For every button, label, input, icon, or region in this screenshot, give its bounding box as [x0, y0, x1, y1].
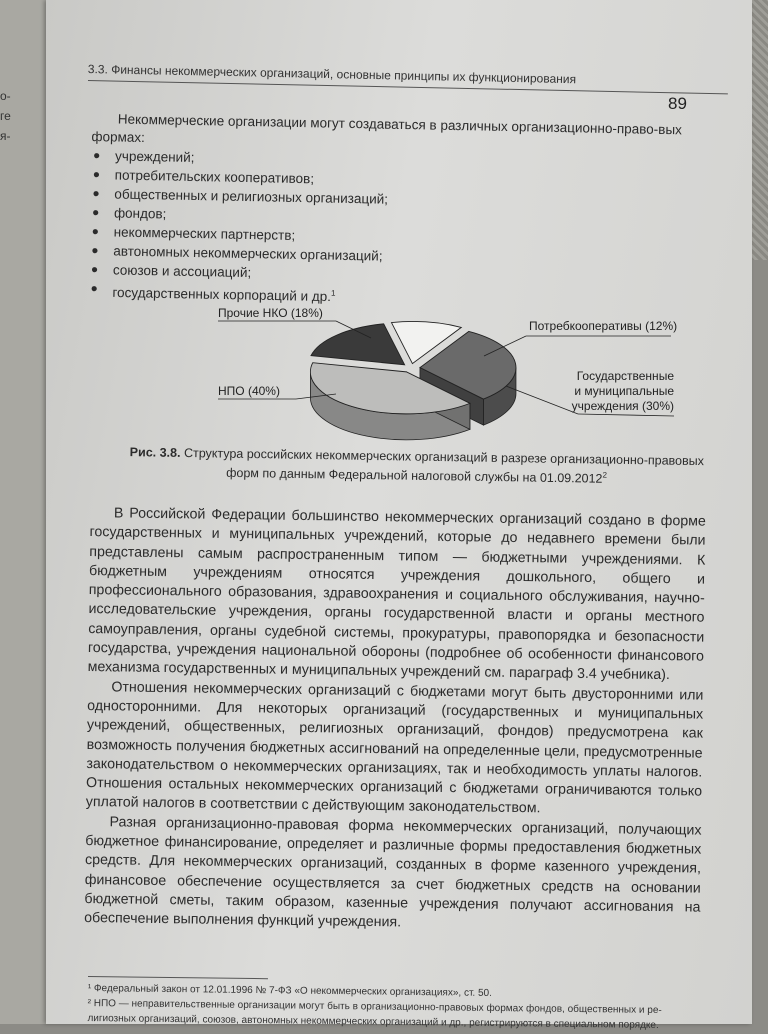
- running-title: 3.3. Финансы некоммерческих организаций, основные принципы их функционирования: [87, 62, 577, 87]
- page-number: 89: [668, 94, 687, 113]
- bullet-icon: ●: [92, 167, 101, 182]
- previous-page-fragment: о-: [0, 89, 11, 103]
- paragraph: Разная организационно-правовая форма некоммерческих организаций, получающих бюджетное финансирование, определяет и различные формы предоставления бюджетных средств. Для некоммерческих организаций, созданных в форме казенного учреждения, финансовое обеспечение осуществляется за счет бюджетных средств на основании бюджетной сметы, таким образом, казенные учреждения получают ассигнования на обеспечение выполнения функций учреждения.: [84, 814, 702, 931]
- list-item-text: некоммерческих партнерств;: [113, 224, 296, 243]
- bullet-icon: ●: [90, 281, 98, 296]
- label-state-line2: и муниципальные: [574, 384, 674, 398]
- label-coop: Потребкооперативы (12%): [529, 319, 678, 333]
- list-item-text: автономных некоммерческих организаций;: [113, 243, 383, 264]
- footnote-marker: 2: [602, 470, 608, 480]
- pie-chart: [166, 296, 678, 446]
- list-item-text: государственных корпораций и др.: [112, 284, 332, 305]
- bullet-icon: ●: [90, 262, 99, 277]
- footnote-rule: [88, 976, 268, 979]
- footnote: ² НПО — неправительственные организации могут быть в организационно-правовых формах фондов, общественных и ре-: [87, 997, 662, 1017]
- previous-page-text: [0, 86, 20, 146]
- list-item-text: союзов и ассоциаций;: [112, 262, 252, 281]
- paragraph: В Российской Федерации большинство некоммерческих организаций создано в форме государственных и муниципальных учреждений, которые до недавнего времени были представлены самым распространенным типом — бюджетными учреждениями. К бюджетным учреждениям относятся учреждения дошкольного, общего и профессионального образования, здравоохранения и социального обслуживания, научно-исследовательские учреждения, органы государственной власти и органы местного самоуправления, органы судебной системы, прокуратуры, правопорядка и безопасности государства, учреждения национальной обороны (подробнее об особенности финансового механизма государственных и муниципальных учреждений см. параграф 3.4 учебника).: [87, 505, 706, 684]
- bullet-icon: ●: [93, 148, 101, 163]
- pie-slice: [311, 324, 405, 365]
- intro-section: [88, 110, 702, 313]
- footnote: ¹ Федеральный закон от 12.01.1996 № 7-ФЗ «О некоммерческих организациях», ст. 50.: [87, 982, 492, 999]
- bullet-icon: ●: [92, 186, 100, 201]
- paragraph: Отношения некоммерческих организаций с бюджетами могут быть двусторонними или односторонними. Для некоторых организаций (государственных и муниципальных учреждений, общественных, религиозных организаций, фондов) предусмотрена как возможность получения бюджетных ассигнований на определенные цели, предусмотренные законодательством о некоммерческих организациях, так и необходимость уплаты налогов. Отношения остальных некоммерческих организаций с бюджетами ограничиваются только уплатой налогов в соответствии с действующим законодательством.: [85, 678, 704, 817]
- footnote-marker: 1: [331, 288, 336, 298]
- list-item-text: потребительских кооперативов;: [114, 167, 315, 187]
- list-item-text: учреждений;: [114, 148, 195, 165]
- book-page: [46, 0, 752, 1031]
- pie-chart-figure: [166, 296, 678, 446]
- bullet-icon: ●: [91, 224, 100, 239]
- previous-page-fragment: ге: [0, 109, 11, 123]
- label-npo: НПО (40%): [218, 384, 280, 398]
- previous-page-fragment: я-: [0, 129, 11, 143]
- intro-lead: Некоммерческие организации могут создаваться в различных организационно-право-вых формах:: [91, 111, 683, 146]
- label-other-nko: Прочие НКО (18%): [218, 306, 323, 320]
- footnotes: [87, 976, 718, 1034]
- body-text: [84, 504, 706, 937]
- caption-number: Рис. 3.8.: [129, 445, 181, 460]
- figure-caption: [121, 444, 711, 488]
- bullet-icon: ●: [91, 243, 99, 258]
- list-item-text: общественных и религиозных организаций;: [114, 186, 389, 207]
- leader-line: [506, 386, 578, 414]
- leader-line: [578, 414, 674, 416]
- label-state-line1: Государственные: [576, 369, 674, 383]
- legal-forms-list: [88, 146, 701, 313]
- label-state-line3: учреждения (30%): [571, 399, 674, 413]
- footnote: лигиозных организаций, союзов, автономных некоммерческих организаций и др., регистрируются в специальном порядке.: [87, 1012, 659, 1031]
- caption-text: Структура российских некоммерческих организаций в разрезе организационно-правовых форм по данным Федеральной налоговой службы на 01.09.2012: [183, 445, 705, 486]
- bullet-icon: ●: [91, 205, 100, 220]
- list-item-text: фондов;: [113, 205, 167, 222]
